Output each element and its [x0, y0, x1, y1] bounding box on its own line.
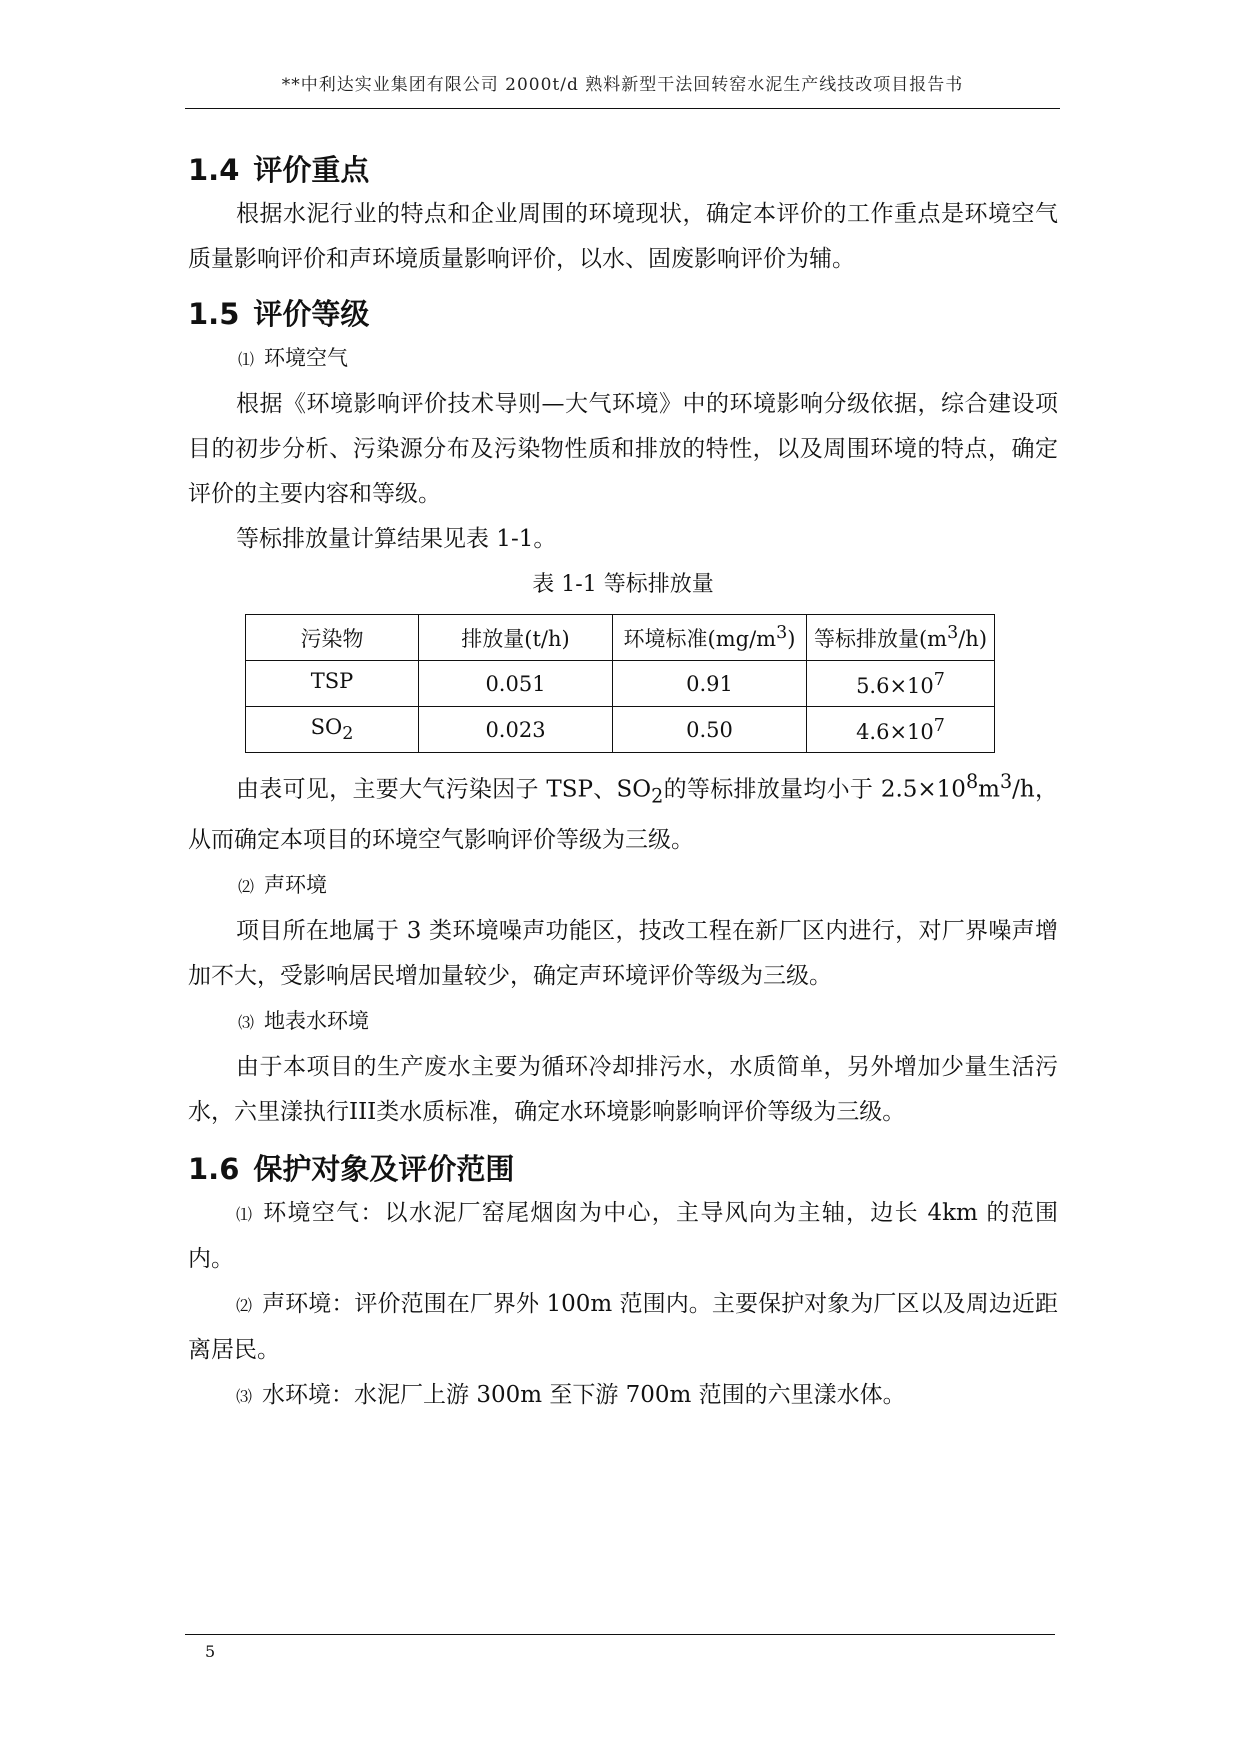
- page-number: 5: [205, 1642, 216, 1661]
- table-caption: 表 1-1 等标排放量: [532, 572, 714, 597]
- section-title: 保护对象及评价范围: [253, 1152, 515, 1187]
- running-header: **中利达实业集团有限公司 2000t/d 熟料新型干法回转窑水泥生产线技改项目报告书: [281, 75, 964, 95]
- scope-item-water: ⑶ 水环境：水泥厂上游 300m 至下游 700m 范围的六里漾水体。: [236, 1382, 906, 1409]
- water-paragraph: 由于本项目的生产废水主要为循环冷却排污水，水质简单，另外增加少量生活污水，六里漾执行III类水质标准，确定水环境影响影响评价等级为三级。: [188, 1054, 1058, 1126]
- noise-paragraph: 项目所在地属于 3 类环境噪声功能区，技改工程在新厂区内进行，对厂界噪声增加不大，受影响居民增加量较少，确定声环境评价等级为三级。: [188, 918, 1058, 990]
- table-row: [246, 707, 995, 753]
- header-pollutant: 污染物: [246, 615, 419, 661]
- air-conclusion-paragraph: 由表可见，主要大气污染因子 TSP、$SO_2$的等标排放量均小于 $2.5\times 10^8m^3/h$，从而确定本项目的环境空气影响评价等级为三级。: [188, 770, 1059, 854]
- footer-divider: [185, 1634, 1055, 1635]
- section-1-6-heading: [188, 1147, 1058, 1191]
- list-marker: ⑴: [238, 350, 255, 369]
- section-number: 1.6: [188, 1152, 240, 1187]
- table-row: [246, 661, 995, 707]
- cell-equivalent: $5.6\times 10^7$: [807, 661, 995, 707]
- table-reference-paragraph: 等标排放量计算结果见表 1-1。: [236, 526, 557, 552]
- section-title: 评价等级: [253, 297, 370, 331]
- table-header-row: [246, 615, 995, 661]
- scope-item-noise: ⑵ 声环境：评价范围在厂界外 100m 范围内。主要保护对象为厂区以及周边近距离居民。: [188, 1291, 1058, 1364]
- cell-emission: 0.051: [419, 661, 613, 707]
- page-body: [188, 148, 1058, 1419]
- scope-item-air: ⑴ 环境空气：以水泥厂窑尾烟囱为中心，主导风向为主轴，边长 4km 的范围内。: [188, 1200, 1058, 1273]
- section-number: 1.4: [188, 153, 240, 187]
- section-1-5-heading: [188, 292, 1058, 336]
- cell-emission: 0.023: [419, 707, 613, 753]
- header-emission: 排放量(t/h): [419, 615, 613, 661]
- header-standard: 环境标准$(mg/m^3)$: [613, 615, 807, 661]
- cell-standard: 0.91: [613, 661, 807, 707]
- list-marker: ⑵: [238, 877, 255, 897]
- subheading-label: 地表水环境: [264, 1009, 370, 1034]
- subheading-water: [188, 999, 1058, 1045]
- section-1-4-paragraph: 根据水泥行业的特点和企业周围的环境现状，确定本评价的工作重点是环境空气质量影响评价和声环境质量影响评价，以水、固废影响评价为辅。: [188, 201, 1058, 272]
- subheading-label: 环境空气: [264, 346, 349, 370]
- air-paragraph: 根据《环境影响评价技术导则—大气环境》中的环境影响分级依据，综合建设项目的初步分析、污染源分布及污染物性质和排放的特性，以及周围环境的特点，确定评价的主要内容和等级。: [188, 391, 1058, 507]
- subheading-noise: [188, 863, 1058, 909]
- header-divider: [185, 108, 1060, 109]
- subheading-label: 声环境: [264, 873, 328, 898]
- cell-pollutant: TSP: [246, 661, 419, 707]
- list-marker: ⑶: [238, 1013, 255, 1033]
- section-1-4-heading: [188, 148, 1058, 192]
- cell-standard: 0.50: [613, 707, 807, 753]
- cell-equivalent: $4.6\times 10^7$: [807, 707, 995, 753]
- section-title: 评价重点: [253, 153, 370, 187]
- cell-pollutant: $SO_2$: [246, 707, 419, 753]
- subheading-air: [188, 336, 1058, 382]
- header-equivalent-emission: 等标排放量$(m^3/h)$: [807, 615, 995, 661]
- emission-table: [245, 614, 995, 753]
- section-number: 1.5: [188, 297, 240, 331]
